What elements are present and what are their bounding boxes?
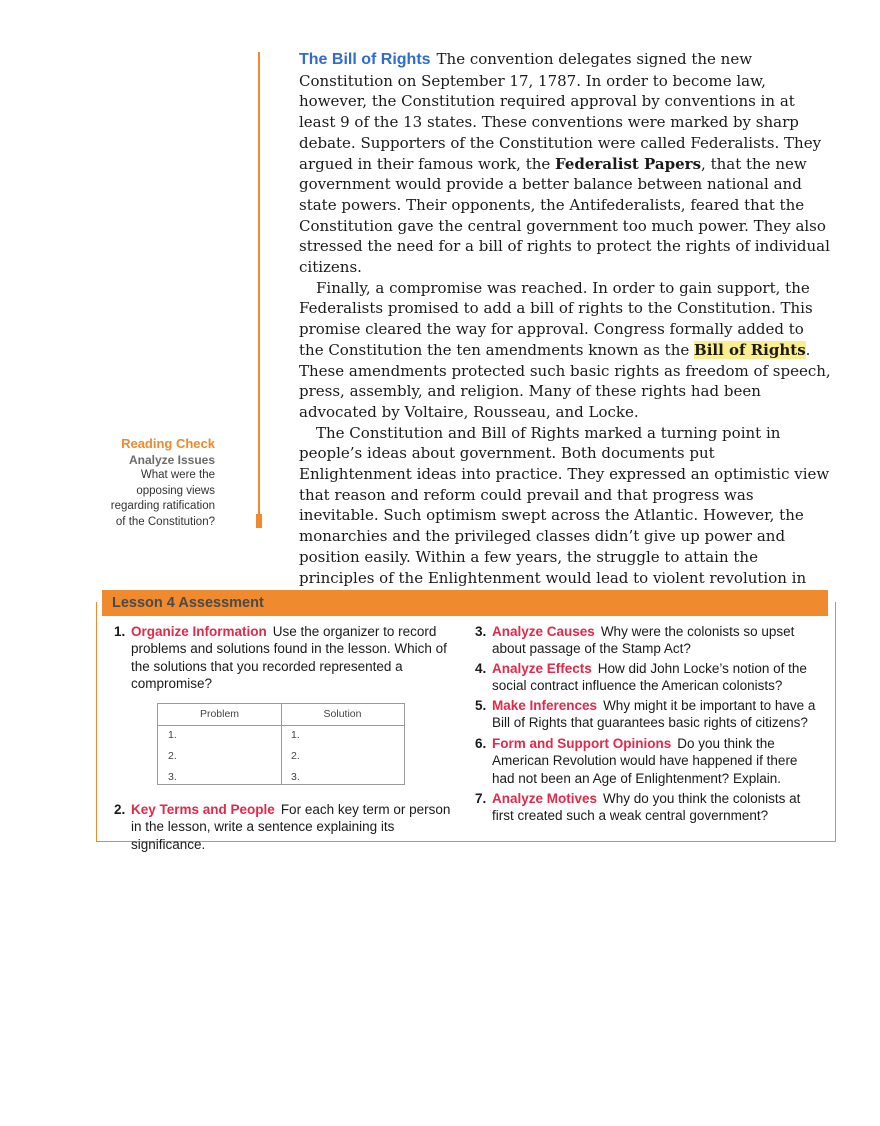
question-label: Analyze Effects [492,661,592,676]
term-federalist-papers: Federalist Papers [555,154,702,173]
assessment-question-5 [475,697,822,732]
main-body-text [299,49,831,609]
organizer-divider [158,725,404,726]
organizer-header-solution: Solution [323,708,362,720]
question-number: 7. [475,791,487,806]
assessment-question-4 [475,660,822,695]
organizer-problem-row: 2. [168,750,177,762]
reading-check-question-line: regarding ratification [110,500,215,512]
reading-check-box [15,436,215,530]
paragraph-2 [299,278,831,423]
organizer-problem-row: 1. [168,729,177,741]
question-number: 6. [475,736,487,751]
paragraph-2-text-b: . These amendments protected such basic rights as freedom of speech, press, assembly, and religion. Many of these rights had been advocated by Voltaire, Rousseau, and Locke. [299,340,831,421]
question-number: 4. [475,661,487,676]
paragraph-1-text-b: , that the new government would provide a better balance between national and state powers. Their opponents, the Antifederalists, feared that the Constitution gave the central government too much power. They also stressed the need for a bill of rights to protect the rights of individual citizens. [299,154,830,277]
term-bill-of-rights: Bill of Rights [694,340,806,359]
organizer-solution-row: 3. [291,771,300,783]
organizer-solution-row: 2. [291,750,300,762]
question-number: 2. [114,802,126,817]
question-text: Why do you think the colonists at first created such a weak central government? [492,791,801,824]
question-label: Analyze Motives [492,791,598,806]
paragraph-1 [299,49,831,278]
question-number: 3. [475,624,487,639]
question-number: 5. [475,698,487,713]
sidebar-tick-marker [256,514,262,528]
question-text: Why were the colonists so upset about passage of the Stamp Act? [492,624,795,657]
question-label: Organize Information [131,624,267,639]
assessment-question-7 [475,790,822,825]
paragraph-3: The Constitution and Bill of Rights marked a turning point in people’s ideas about government. Both documents put Enlightenment ideas into practice. They expressed an optimistic view that reason and reform could prevail and that progress was inevitable. Such optimism swept across the Atlantic. However, the monarchies and the privileged classes didn’t give up power and position easily. Within a few years, the struggle to attain the principles of the Enlightenment would lead to violent revolution in [299,423,830,587]
organizer-header-problem: Problem [199,708,240,720]
reading-check-title: Reading Check [121,436,215,451]
section-heading: The Bill of Rights [299,51,431,68]
question-number: 1. [114,624,126,639]
question-text: Do you think the American Revolution would have happened if there had not been an Age of Enlightenment? Explain. [492,736,798,786]
question-text: Use the organizer to record problems and solutions found in the lesson. Which of the solutions that you recorded represented a compromise? [131,624,447,692]
organizer-solution-row: 1. [291,729,300,741]
paragraph-2-text-a: Finally, a compromise was reached. In order to gain support, the Federalists promised to add a bill of rights to the Constitution. This promise cleared the way for approval. Congress formally added to the Constitution the ten amendments known as the [299,278,813,359]
assessment-question-3 [475,623,822,658]
question-text: How did John Locke’s notion of the social contract influence the American colonists? [492,661,807,694]
question-label: Key Terms and People [131,802,275,817]
organizer-problem-row: 3. [168,771,177,783]
question-text: Why might it be important to have a Bill of Rights that guarantees basic rights of citizens? [492,698,816,731]
reading-check-question-line: of the Constitution? [115,515,215,528]
assessment-question-6 [475,735,822,787]
question-label: Analyze Causes [492,624,595,639]
reading-check-skill: Analyze Issues [128,453,215,467]
sidebar-rule [258,52,260,528]
question-label: Form and Support Opinions [492,736,672,751]
assessment-question-2 [114,801,461,853]
question-label: Make Inferences [492,698,598,713]
question-text: For each key term or person in the lesson, write a sentence explaining its significance. [131,802,451,852]
reading-check-question-line: opposing views [136,484,215,497]
assessment-title: Lesson 4 Assessment [112,595,264,611]
reading-check-question-line: What were the [140,469,215,481]
paragraph-1-text-a: The convention delegates signed the new Constitution on September 17, 1787. In order to become law, however, the Constitution required approval by conventions in at least 9 of the 13 states. These conventions were marked by sharp debate. Supporters of the Constitution were called Federalists. They argued in their famous work, the [299,50,822,173]
problem-solution-organizer [157,703,405,785]
assessment-question-1 [114,623,461,693]
